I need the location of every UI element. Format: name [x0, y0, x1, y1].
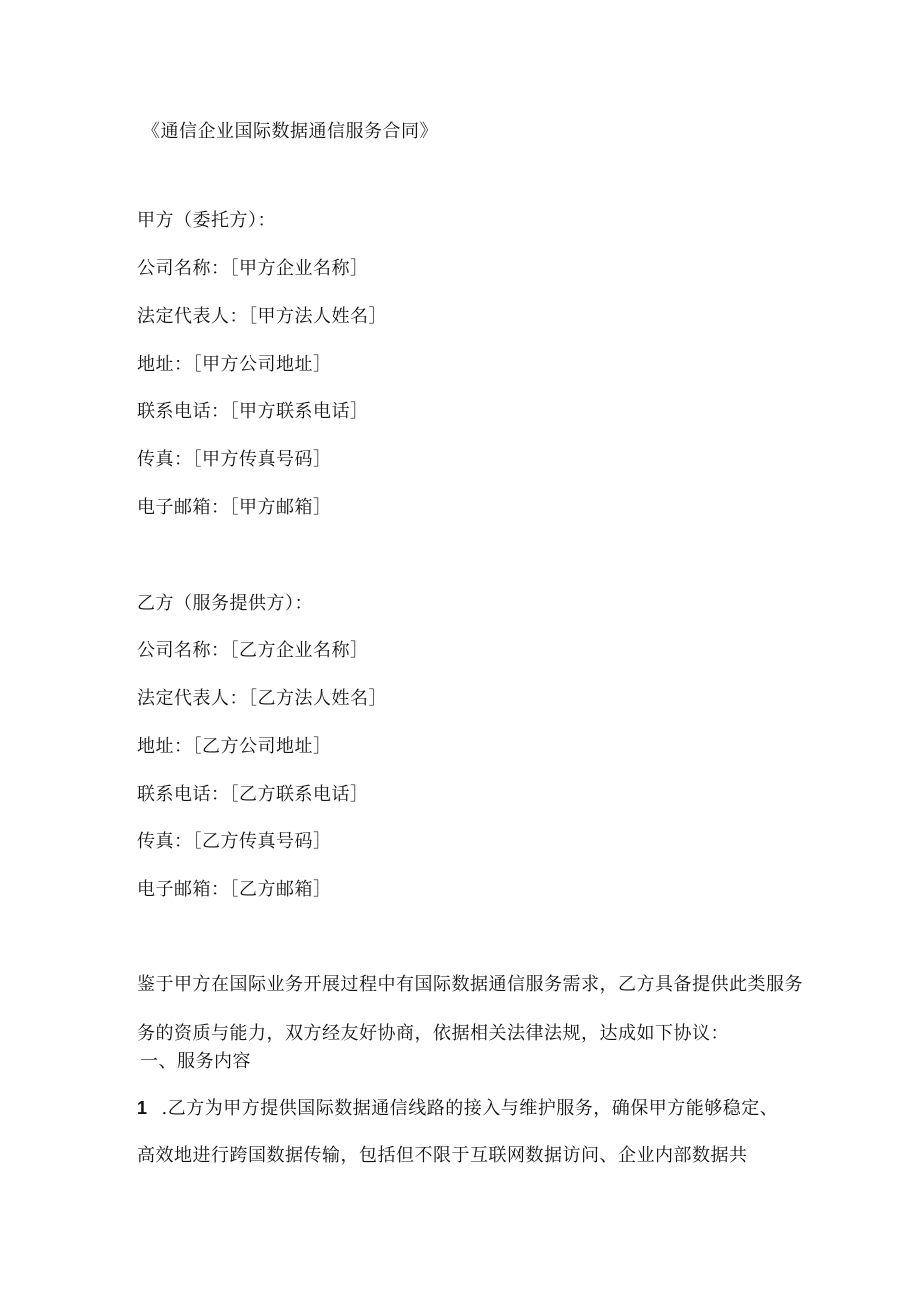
party-a-heading: 甲方（委托方）： — [137, 210, 276, 231]
party-b-address: 地址：［乙方公司地址］ — [137, 736, 332, 757]
party-a-phone: 联系电话：［甲方联系电话］ — [137, 401, 369, 422]
party-a-company-name: 公司名称：［甲方企业名称］ — [137, 258, 369, 279]
clause-1-line-1 — [137, 1096, 778, 1121]
party-b-phone: 联系电话：［乙方联系电话］ — [137, 784, 369, 805]
party-a-email: 电子邮箱：［甲方邮箱］ — [137, 497, 332, 518]
party-b-legal-representative: 法定代表人：［乙方法人姓名］ — [137, 688, 387, 709]
preamble-line-2: 务的资质与能力，双方经友好协商，依据相关法律法规，达成如下协议： — [137, 1023, 729, 1044]
clause-1-text: .乙方为甲方提供国际数据通信线路的接入与维护服务，确保甲方能够稳定、 — [161, 1098, 779, 1119]
party-b-fax: 传真：［乙方传真号码］ — [137, 831, 332, 852]
party-a-fax: 传真：［甲方传真号码］ — [137, 449, 332, 470]
party-b-heading: 乙方（服务提供方）： — [137, 593, 313, 614]
document-title: 《通信企业国际数据通信服务合同》 — [142, 121, 438, 142]
party-a-legal-representative: 法定代表人：［甲方法人姓名］ — [137, 306, 387, 327]
clause-1-line-2: 高效地进行跨国数据传输，包括但不限于互联网数据访问、企业内部数据共 — [137, 1145, 748, 1166]
clause-number: 1 — [137, 1098, 148, 1118]
party-a-address: 地址：［甲方公司地址］ — [137, 354, 332, 375]
party-b-company-name: 公司名称：［乙方企业名称］ — [137, 640, 369, 661]
preamble-line-1: 鉴于甲方在国际业务开展过程中有国际数据通信服务需求，乙方具备提供此类服务 — [137, 974, 803, 995]
party-b-email: 电子邮箱：［乙方邮箱］ — [137, 879, 332, 900]
section-heading-service-content: 一、服务内容 — [140, 1051, 251, 1072]
